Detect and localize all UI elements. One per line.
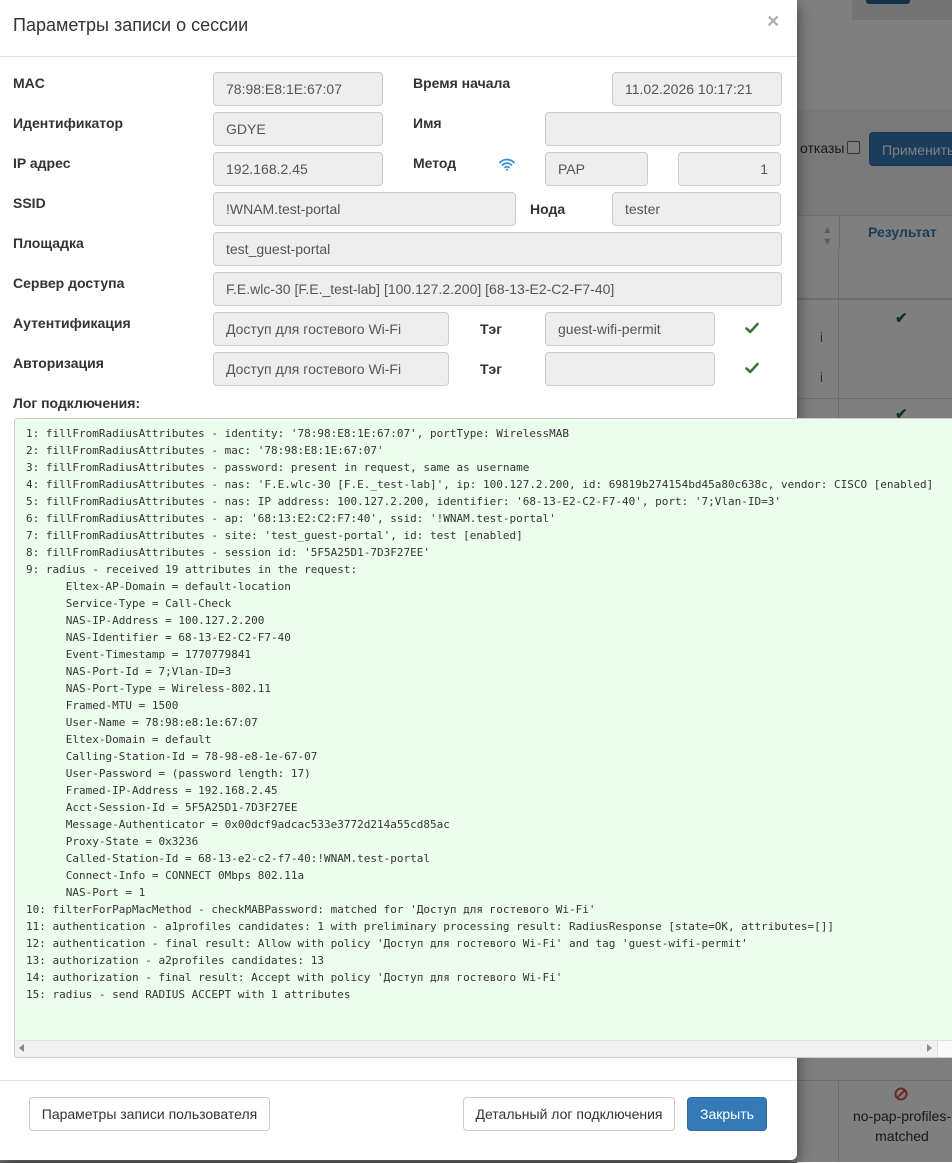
ssid-label: SSID [13, 195, 46, 211]
wifi-icon [499, 158, 515, 171]
authorization-policy-field[interactable]: Доступ для гостевого Wi-Fi [213, 352, 449, 386]
method-count-field[interactable]: 1 [678, 152, 781, 186]
check-icon [745, 361, 759, 375]
horizontal-scrollbar[interactable] [15, 1040, 952, 1057]
modal-footer [0, 1080, 797, 1161]
identifier-label: Идентификатор [13, 115, 124, 131]
authentication-policy-field[interactable]: Доступ для гостевого Wi-Fi [213, 312, 449, 346]
start-time-field[interactable]: 11.02.2026 10:17:21 [612, 72, 782, 106]
modal-header [0, 0, 797, 57]
mac-field[interactable]: 78:98:E8:1E:67:07 [213, 72, 383, 106]
method-field[interactable]: PAP [545, 152, 648, 186]
authentication-tag-field[interactable]: guest-wifi-permit [545, 312, 715, 346]
authorization-tag-label: Тэг [480, 361, 503, 377]
connection-log-textarea[interactable] [14, 418, 952, 1058]
scroll-left-icon[interactable] [19, 1044, 24, 1052]
ip-field[interactable]: 192.168.2.45 [213, 152, 383, 186]
check-icon [745, 321, 759, 335]
close-button[interactable]: Закрыть [687, 1097, 767, 1131]
site-label: Площадка [13, 235, 84, 251]
mac-label: MAC [13, 75, 45, 91]
modal-title: Параметры записи о сессии [13, 15, 249, 35]
node-label: Нода [530, 201, 566, 217]
identifier-field[interactable]: GDYE [213, 112, 383, 146]
name-label: Имя [413, 115, 442, 131]
access-server-field[interactable]: F.E.wlc-30 [F.E._test-lab] [100.127.2.200] [68-13-E2-C2-F7-40] [213, 272, 782, 306]
start-time-label: Время начала [413, 75, 511, 91]
ip-label: IP адрес [13, 155, 71, 171]
connection-log-label: Лог подключения: [13, 395, 141, 411]
user-record-button[interactable]: Параметры записи пользователя [29, 1097, 270, 1131]
method-label: Метод [413, 155, 457, 171]
authorization-tag-field[interactable] [545, 352, 715, 386]
name-field[interactable] [545, 112, 781, 146]
detailed-log-button[interactable]: Детальный лог подключения [463, 1097, 675, 1131]
access-server-label: Сервер доступа [13, 275, 125, 291]
scroll-right-icon[interactable] [927, 1044, 932, 1052]
ssid-field[interactable]: !WNAM.test-portal [213, 192, 516, 226]
authorization-label: Авторизация [13, 355, 104, 371]
node-field[interactable]: tester [612, 192, 781, 226]
site-field[interactable]: test_guest-portal [213, 232, 782, 266]
connection-log-text: 1: fillFromRadiusAttributes - identity: '78:98:E8:1E:67:07', portType: WirelessMAB 2: fillFromRadiusAttributes - mac: '78:98:E8:1E:67:07' 3: fillFromRadiusAttributes - password: present in request, same as username 4: fillFromRadiusAttributes - nas: 'F.E.wlc-30 [F.E._test-lab]', ip: 100.127.2.200, id: 69819b274154bd45a80c638c, vendor: CISCO [enabled] 5: fillFromRadiusAttributes - nas: IP address: 100.127.2.200, identifier: '68-13-E2-C2-F7-40', port: '7;Vlan-ID=3' 6: fillFromRadiusAttributes - ap: '68:13:E2:C2:F7:40', ssid: '!WNAM.test-portal' 7: fillFromRadiusAttributes - site: 'test_guest-portal', id: test [enabled] 8: fillFromRadiusAttributes - session id: '5F5A25D1-7D3F27EE' 9: radius - received 19 attributes in the request: Eltex-AP-Domain = default-location Service-Type = Call-Check NAS-IP-Address = 100.127.2.200 NAS-Identifier = 68-13-E2-C2-F7-40 Event-Timestamp = 1770779841 NAS-Port-Id = 7;Vlan-ID=3 NAS-Port-Type = Wireless-802.11 Framed-MTU = 1500 User-Name = 78:98:e8:1e:67:07 Eltex-Domain = default Calling-Station-Id = 78-98-e8-1e-67-07 User-Password = (password length: 17) Framed-IP-Address = 192.168.2.45 Acct-Session-Id = 5F5A25D1-7D3F27EE Message-Authenticator = 0x00dcf9adcac533e3772d214a55cd85ac Proxy-State = 0x3236 Called-Station-Id = 68-13-e2-c2-f7-40:!WNAM.test-portal Connect-Info = CONNECT 0Mbps 802.11a NAS-Port = 1 10: filterForPapMacMethod - checkMABPassword: matched for 'Доступ для гостевого Wi-Fi' 11: authentication - a1profiles candidates: 1 with preliminary processing result: RadiusResponse [state=OK, attributes=[]] 12: authentication - final result: Allow with policy 'Доступ для гостевого Wi-Fi' and tag 'guest-wifi-permit' 13: authorization - a2profiles candidates: 13 14: authorization - final result: Accept with policy 'Доступ для гостевого Wi-Fi' 15: radius - send RADIUS ACCEPT with 1 attributes [26, 427, 934, 1001]
resize-handle-icon[interactable] [937, 1041, 952, 1057]
close-icon[interactable]: × [767, 10, 780, 33]
authentication-label: Аутентификация [13, 315, 131, 331]
authentication-tag-label: Тэг [480, 321, 503, 337]
